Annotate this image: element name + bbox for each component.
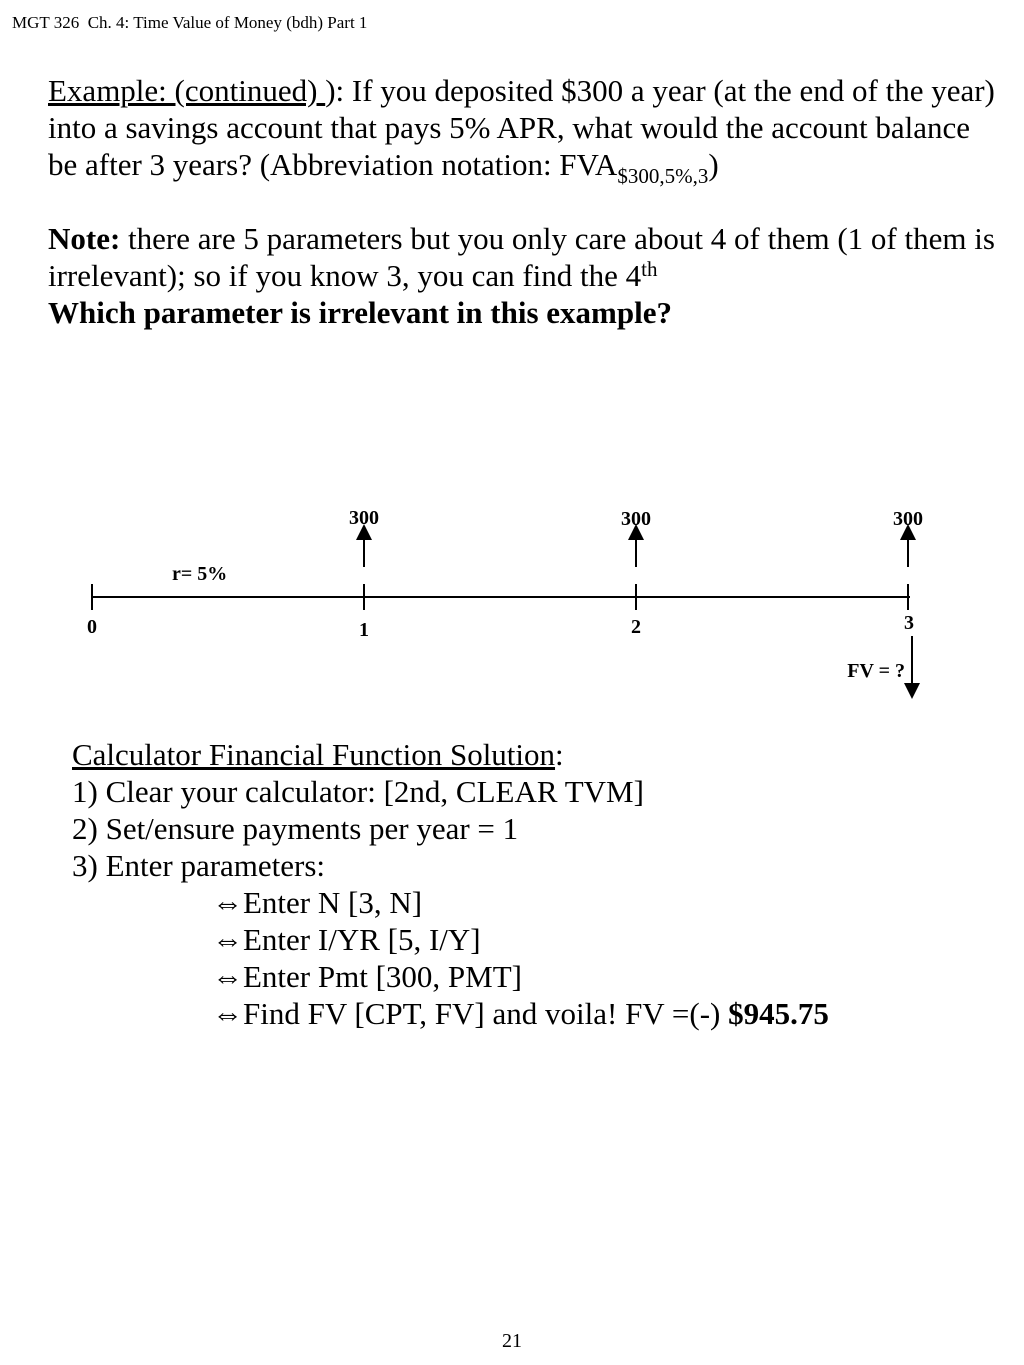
cash-flow-timeline [0, 495, 1024, 710]
calculator-solution [72, 736, 972, 1032]
period-label-3: 3 [904, 612, 914, 634]
step-3: 3) Enter parameters: [72, 848, 326, 883]
page-number: 21 [502, 1330, 522, 1352]
example-question [48, 72, 998, 188]
period-label-0: 0 [87, 616, 97, 638]
example-intro [48, 72, 998, 331]
sub-step-fv [72, 995, 972, 1032]
solution-title-line [72, 736, 972, 773]
solution-title-colon: : [555, 737, 564, 772]
example-question-text: : If you deposited $300 a year (at the end of the year) into a savings account that pays 5% APR, what would the account balance be after 3 years? (Abbreviation notation: FVA [48, 73, 995, 182]
double-arrow-icon: ⇔ [212, 922, 243, 957]
example-paren: ) [325, 73, 336, 108]
sub-step-text: Enter Pmt [300, PMT] [243, 959, 522, 994]
rate-label: r= 5% [172, 563, 228, 585]
example-label: Example: (continued) [48, 73, 326, 108]
notation-close: ) [708, 147, 719, 182]
period-label-2: 2 [631, 616, 641, 638]
payment-label-3: 300 [893, 508, 923, 530]
sub-step-text: Find FV [CPT, FV] and voila! FV =(-) [243, 996, 729, 1031]
notation-subscript: $300,5%,3 [617, 164, 709, 188]
irrelevant-question [48, 294, 998, 331]
note-label: Note: [48, 221, 121, 256]
payment-label-1: 300 [349, 507, 379, 529]
note-paragraph [48, 220, 998, 294]
note-text: there are 5 parameters but you only care about 4 of them (1 of them is irrelevant); so if you know 3, you can find the 4 [48, 221, 995, 293]
double-arrow-icon: ⇔ [212, 996, 243, 1031]
sub-step-text: Enter N [3, N] [243, 885, 423, 920]
step-2: 2) Set/ensure payments per year = 1 [72, 811, 519, 846]
irrelevant-question-text: Which parameter is irrelevant in this example? [48, 295, 672, 330]
note-superscript: th [641, 257, 658, 281]
sub-step-text: Enter I/YR [5, I/Y] [243, 922, 481, 957]
fv-answer: $945.75 [728, 996, 829, 1031]
fv-label: FV = ? [847, 660, 905, 682]
solution-title: Calculator Financial Function Solution [72, 737, 556, 772]
sub-step-pmt [72, 958, 972, 995]
sub-step-n [72, 884, 972, 921]
period-label-1: 1 [359, 619, 369, 641]
double-arrow-icon: ⇔ [212, 885, 243, 920]
step-1: 1) Clear your calculator: [2nd, CLEAR TVM] [72, 774, 644, 809]
timeline-diagram [0, 495, 1024, 710]
sub-step-iyr [72, 921, 972, 958]
double-arrow-icon: ⇔ [212, 959, 243, 994]
slide-header: MGT 326 Ch. 4: Time Value of Money (bdh) Part 1 [12, 13, 368, 32]
payment-label-2: 300 [621, 508, 651, 530]
